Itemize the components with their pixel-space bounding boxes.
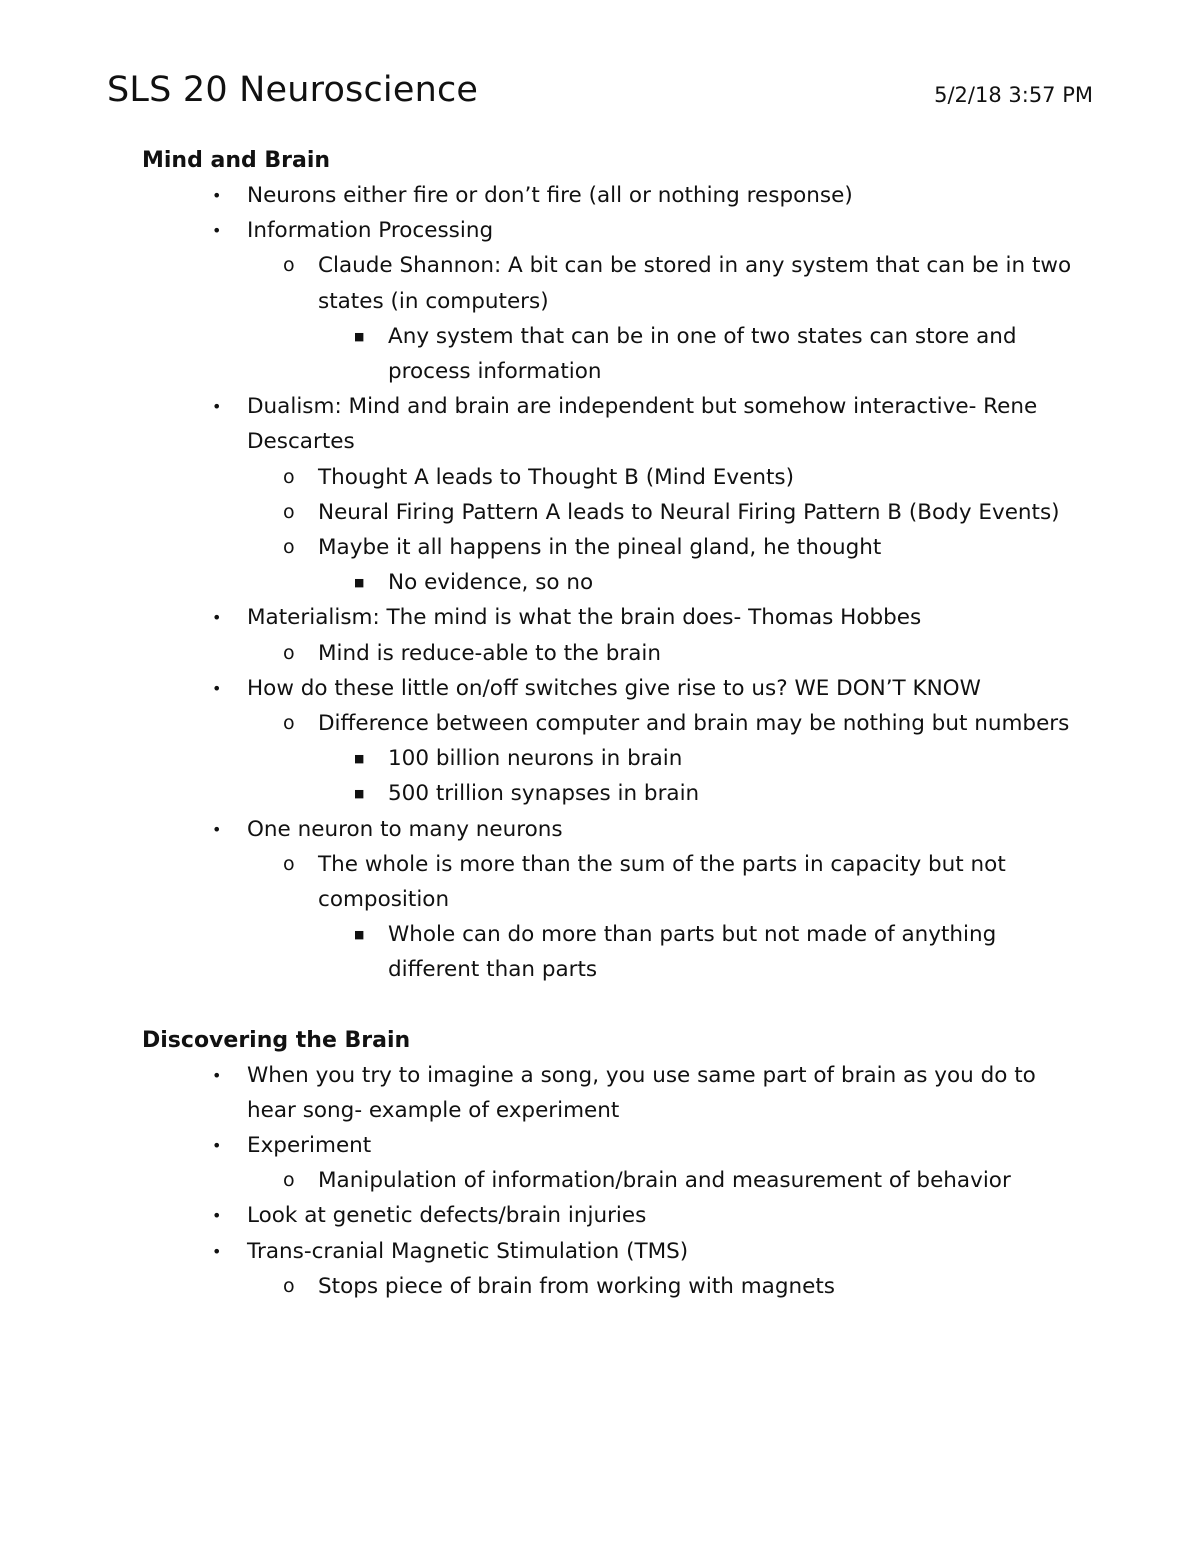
bullet-circle-icon: o	[283, 465, 295, 488]
bullet-circle-icon: o	[283, 852, 295, 875]
bullet-square-icon: ■	[354, 787, 365, 801]
bullet-circle-icon: o	[283, 1274, 295, 1297]
list-item-text: Trans-cranial Magnetic Stimulation (TMS)	[247, 1238, 689, 1264]
document-header	[107, 70, 1093, 120]
bullet-list	[142, 1058, 1072, 1304]
list-item-text: Stops piece of brain from working with magnets	[318, 1273, 835, 1299]
list-item-text: Look at genetic defects/brain injuries	[247, 1203, 647, 1229]
bullet-square-icon: ■	[354, 752, 365, 766]
list-item-text: 500 trillion synapses in brain	[388, 781, 700, 807]
list-item	[142, 319, 1072, 389]
notes-body	[142, 143, 1072, 1304]
bullet-dot-icon: •	[212, 1136, 222, 1156]
bullet-dot-icon: •	[212, 1206, 222, 1226]
bullet-square-icon: ■	[354, 576, 365, 590]
notes-section	[142, 1023, 1072, 1304]
list-item	[142, 389, 1072, 459]
list-item-text: Difference between computer and brain may be nothing but numbers	[318, 711, 1070, 737]
list-item	[142, 565, 1072, 600]
bullet-dot-icon: •	[212, 819, 222, 839]
list-item-text: When you try to imagine a song, you use same part of brain as you do to hear song- example of experiment	[247, 1062, 1036, 1123]
list-item-text: Information Processing	[247, 218, 494, 244]
list-item-text: Experiment	[247, 1133, 372, 1159]
bullet-circle-icon: o	[283, 1169, 295, 1192]
list-item	[142, 812, 1072, 847]
list-item-text: How do these little on/off switches give rise to us? WE DON’T KNOW	[247, 675, 981, 701]
list-item	[142, 741, 1072, 776]
list-item-text: Thought A leads to Thought B (Mind Events)	[318, 464, 794, 490]
section-heading: Mind and Brain	[142, 148, 331, 173]
list-item	[142, 1128, 1072, 1163]
list-item	[142, 1269, 1072, 1304]
bullet-dot-icon: •	[212, 678, 222, 698]
list-item-text: Manipulation of information/brain and measurement of behavior	[318, 1168, 1011, 1194]
list-item	[142, 213, 1072, 248]
list-item	[142, 671, 1072, 706]
list-item-text: Neurons either fire or don’t fire (all or nothing response)	[247, 183, 853, 208]
page-title: SLS 20 Neuroscience	[107, 70, 479, 110]
list-item-text: Any system that can be in one of two states can store and process information	[388, 323, 1017, 385]
list-item	[142, 847, 1072, 917]
list-item	[142, 248, 1072, 318]
list-item-text: Mind is reduce-able to the brain	[318, 640, 661, 666]
list-item-text: Maybe it all happens in the pineal gland, he thought	[318, 535, 882, 561]
list-item-text: One neuron to many neurons	[247, 816, 563, 842]
bullet-dot-icon: •	[212, 186, 222, 205]
bullet-circle-icon: o	[283, 641, 295, 664]
bullet-circle-icon: o	[283, 536, 295, 559]
list-item-text: Whole can do more than parts but not made of anything different than parts	[388, 922, 997, 983]
list-item	[142, 1198, 1072, 1233]
section-heading: Discovering the Brain	[142, 1027, 411, 1053]
bullet-circle-icon: o	[283, 712, 295, 735]
list-item	[142, 178, 1072, 213]
list-item	[142, 530, 1072, 565]
list-item-text: Dualism: Mind and brain are independent but somehow interactive- Rene Descartes	[247, 394, 1038, 455]
bullet-circle-icon: o	[283, 254, 295, 277]
list-item	[142, 636, 1072, 671]
list-item-text: No evidence, so no	[388, 570, 594, 596]
list-item	[142, 776, 1072, 811]
list-item	[142, 600, 1072, 635]
list-item	[142, 1058, 1072, 1128]
list-item-text: Materialism: The mind is what the brain does- Thomas Hobbes	[247, 605, 922, 631]
list-item	[142, 917, 1072, 987]
list-item-text: 100 billion neurons in brain	[388, 746, 683, 772]
list-item-text: The whole is more than the sum of the parts in capacity but not composition	[318, 851, 1006, 913]
list-item-text: Neural Firing Pattern A leads to Neural Firing Pattern B (Body Events)	[318, 499, 1060, 525]
list-item	[142, 706, 1072, 741]
list-item-text: Claude Shannon: A bit can be stored in any system that can be in two states (in computers)	[318, 253, 1072, 314]
bullet-dot-icon: •	[212, 397, 222, 417]
timestamp: 5/2/18 3:57 PM	[934, 83, 1093, 107]
list-item	[142, 495, 1072, 530]
notes-section	[142, 143, 1072, 988]
bullet-list	[142, 178, 1072, 988]
bullet-dot-icon: •	[212, 221, 222, 241]
list-item	[142, 1163, 1072, 1198]
bullet-circle-icon: o	[283, 500, 295, 523]
bullet-dot-icon: •	[212, 1065, 222, 1085]
list-item	[142, 460, 1072, 495]
bullet-square-icon: ■	[354, 329, 365, 343]
bullet-square-icon: ■	[354, 928, 365, 942]
bullet-dot-icon: •	[212, 1241, 222, 1261]
bullet-dot-icon: •	[212, 608, 222, 628]
list-item	[142, 1234, 1072, 1269]
